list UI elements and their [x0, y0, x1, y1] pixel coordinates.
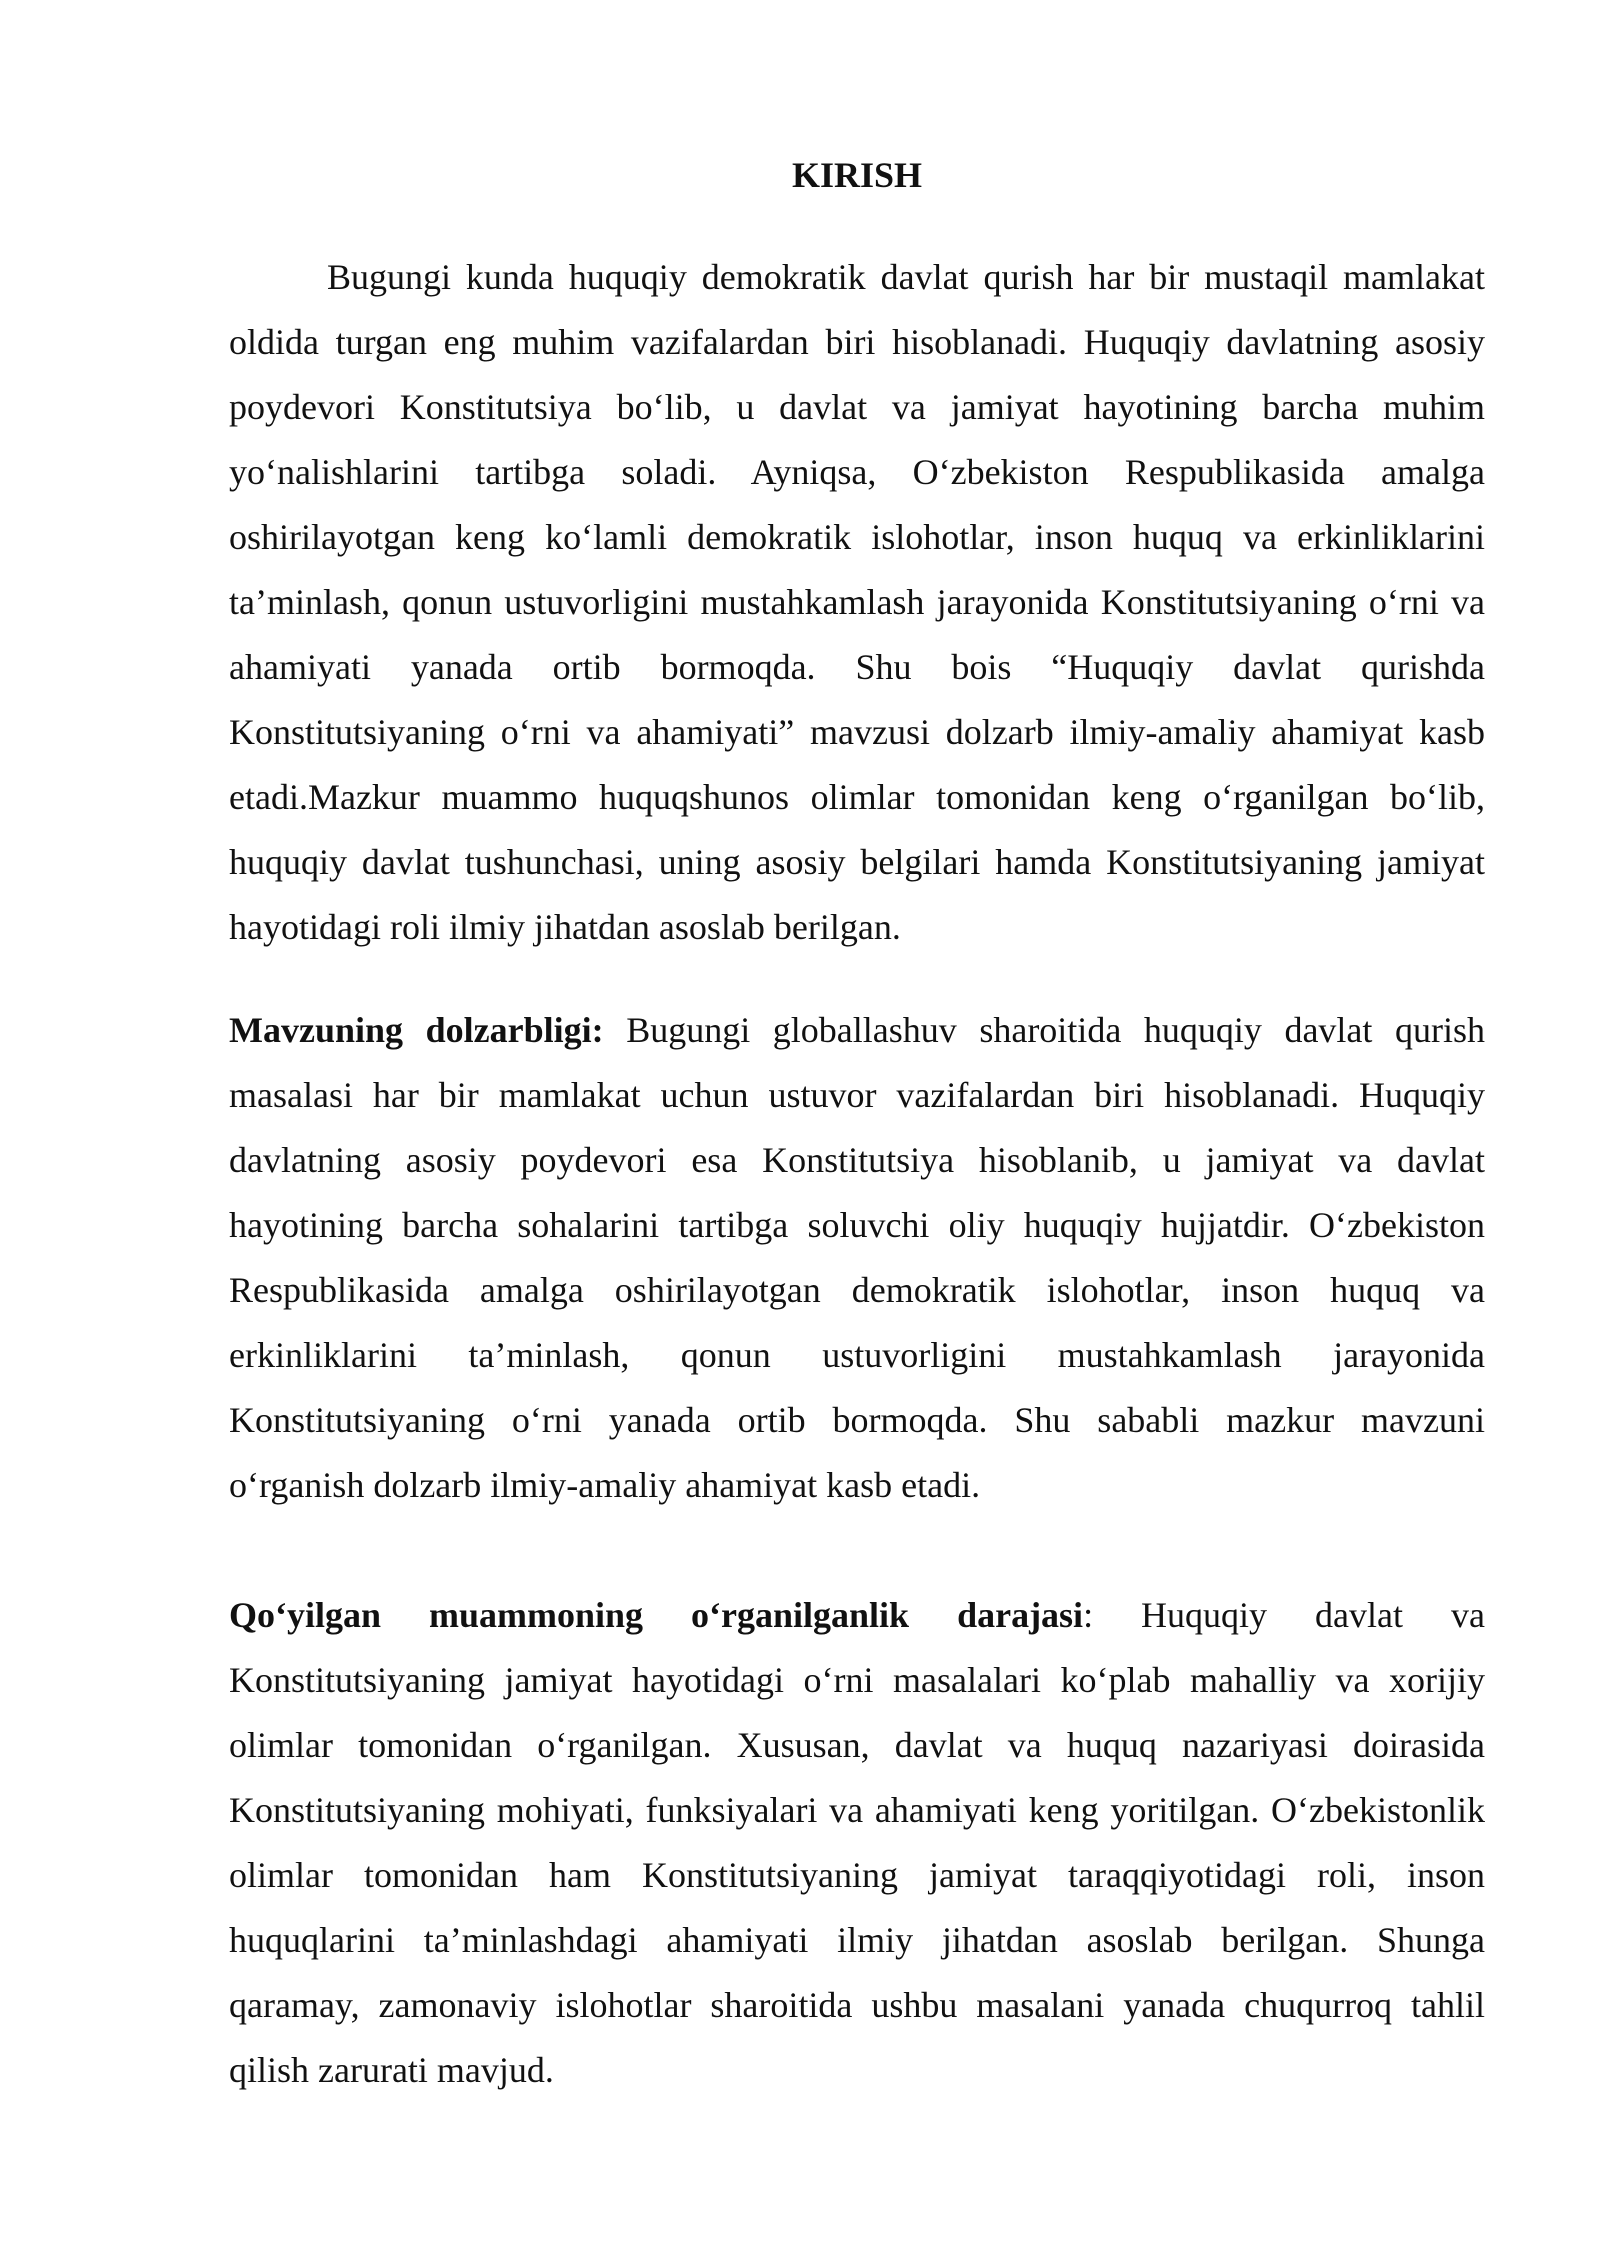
study-level-paragraph-text: : Huquqiy davlat va Konstitutsiyaning jamiyat hayotidagi o‘rni masalalari ko‘plab mahalliy va xorijiy olimlar tomonidan o‘rganilgan. Xususan, davlat va huquq nazariyasi doirasida Konstitutsiyaning mohiyati, funksiyalari va ahamiyati keng yoritilgan. O‘zbekistonlik olimlar tomonidan ham Konstitutsiyaning jamiyat taraqqiyotidagi roli, inson huquqlarini ta’minlashdagi ahamiyati ilmiy jihatdan asoslab berilgan. Shunga qaramay, zamonaviy islohotlar sharoitida ushbu masalani yanada chuqurroq tahlil qilish zarurati mavjud. [229, 1595, 1485, 2090]
page-title: KIRISH [791, 155, 923, 195]
intro-paragraph-text: Bugungi kunda huquqiy demokratik davlat qurish har bir mustaqil mamlakat oldida turgan eng muhim vazifalardan biri hisoblanadi. Huquqiy davlatning asosiy poydevori Konstitutsiya bo‘lib, u davlat va jamiyat hayotining barcha muhim yo‘nalishlarini tartibga soladi. Ayniqsa, O‘zbekiston Respublikasida amalga oshirilayotgan keng ko‘lamli demokratik islohotlar, inson huquq va erkinliklarini ta’minlash, qonun ustuvorligini mustahkamlash jarayonida Konstitutsiyaning o‘rni va ahamiyati yanada ortib bormoqda. Shu bois “Huquqiy davlat qurishda Konstitutsiyaning o‘rni va ahamiyati” mavzusi dolzarb ilmiy-amaliy ahamiyat kasb etadi.Mazkur muammo huquqshunos olimlar tomonidan keng o‘rganilgan bo‘lib, huquqiy davlat tushunchasi, uning asosiy belgilari hamda Konstitutsiyaning jamiyat hayotidagi roli ilmiy jihatdan asoslab berilgan. [229, 257, 1485, 947]
document-body [229, 148, 1485, 2103]
intro-paragraph [229, 245, 1485, 960]
study-level-heading: Qo‘yilgan muammoning o‘rganilganlik darajasi [229, 1595, 1084, 1635]
study-level-paragraph [229, 1583, 1485, 2103]
relevance-paragraph-text: Bugungi globallashuv sharoitida huquqiy davlat qurish masalasi har bir mamlakat uchun ustuvor vazifalardan biri hisoblanadi. Huquqiy davlatning asosiy poydevori esa Konstitutsiya hisoblanib, u jamiyat va davlat hayotining barcha sohalarini tartibga soluvchi oliy huquqiy hujjatdir. O‘zbekiston Respublikasida amalga oshirilayotgan demokratik islohotlar, inson huquq va erkinliklarini ta’minlash, qonun ustuvorligini mustahkamlash jarayonida Konstitutsiyaning o‘rni yanada ortib bormoqda. Shu sababli mazkur mavzuni o‘rganish dolzarb ilmiy-amaliy ahamiyat kasb etadi. [229, 1010, 1485, 1505]
relevance-paragraph [229, 998, 1485, 1518]
relevance-heading: Mavzuning dolzarbligi: [229, 1010, 604, 1050]
